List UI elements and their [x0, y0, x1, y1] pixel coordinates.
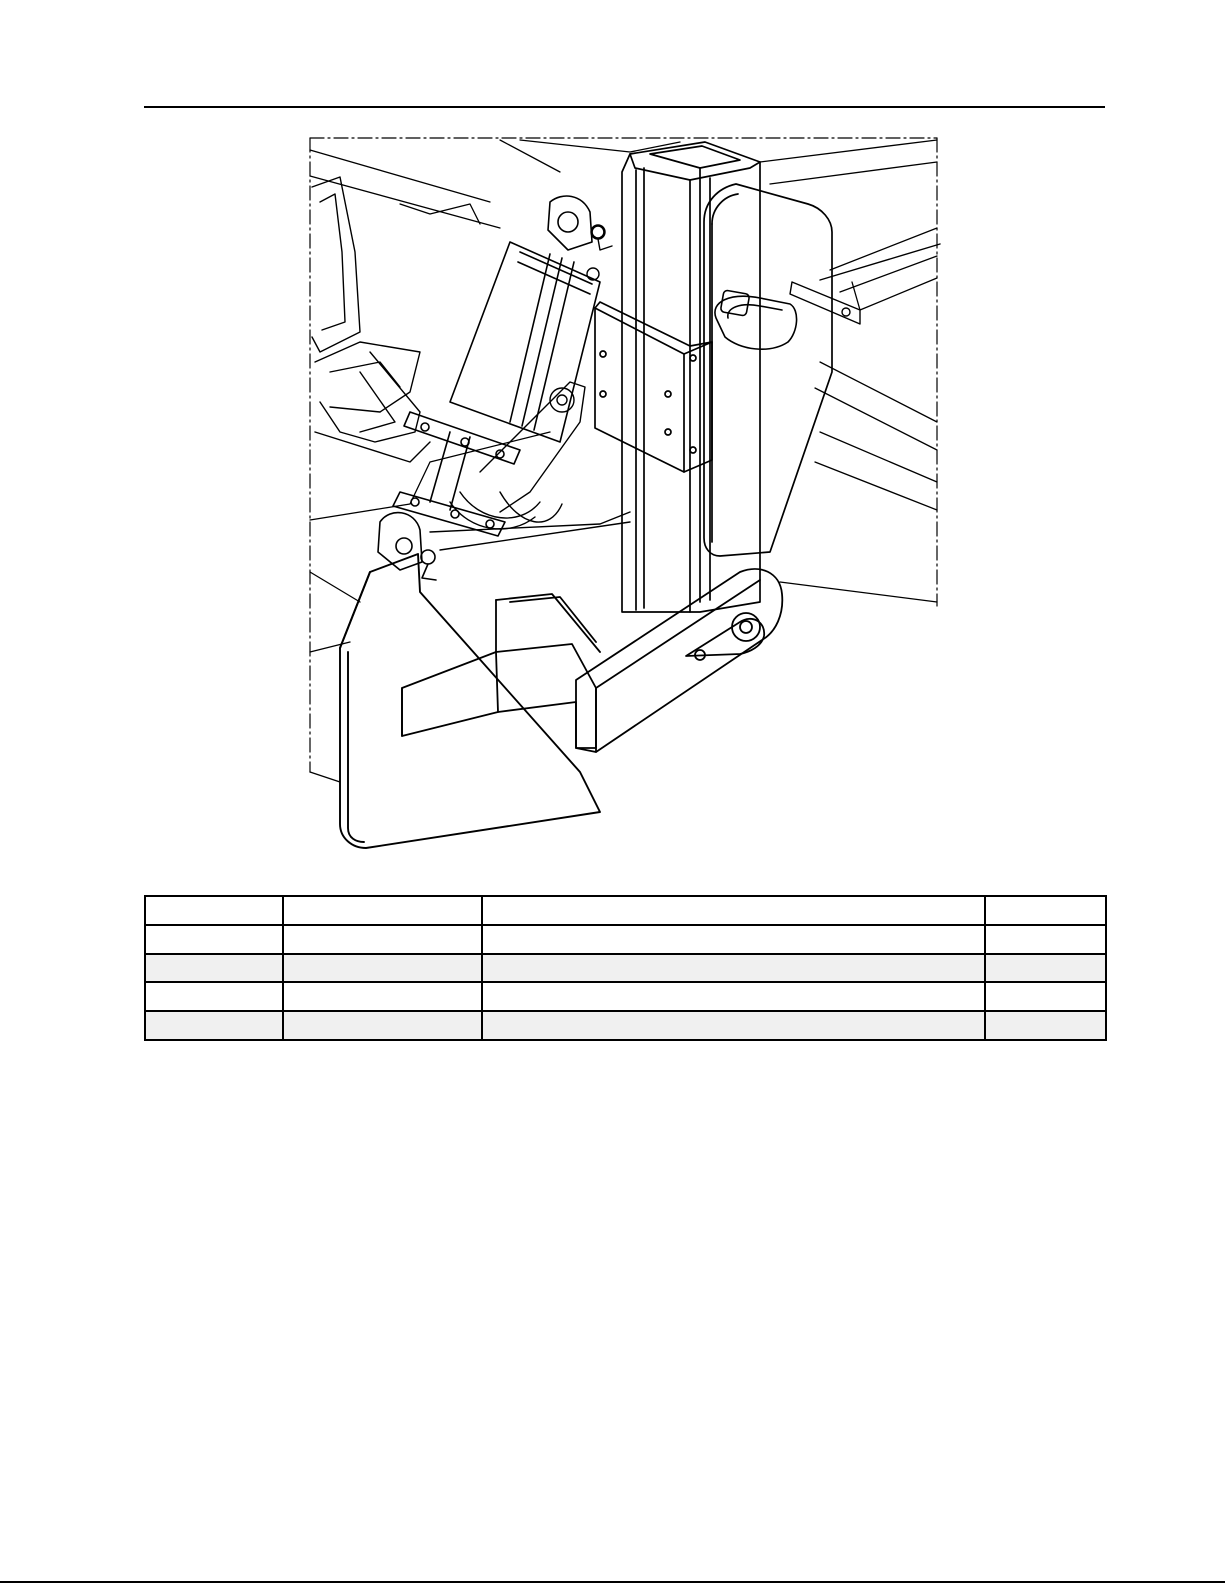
table-cell — [985, 982, 1106, 1011]
table-cell — [985, 896, 1106, 925]
table-cell — [145, 982, 283, 1011]
table-cell — [283, 1011, 482, 1040]
table-row — [145, 925, 1106, 954]
table-row — [145, 1011, 1106, 1040]
table-cell — [145, 954, 283, 983]
header-rule — [144, 106, 1105, 108]
table-row — [145, 896, 1106, 925]
assembly-illustration — [300, 132, 945, 854]
left-chute — [312, 177, 430, 462]
frame-boundary-lines — [310, 138, 937, 772]
table-cell — [283, 896, 482, 925]
table-cell — [482, 896, 985, 925]
hydraulic-cylinder — [393, 196, 604, 536]
table-cell — [283, 925, 482, 954]
table-cell — [482, 982, 985, 1011]
vertical-post — [622, 142, 760, 612]
table-cell — [145, 1011, 283, 1040]
hitch-tongue — [402, 594, 600, 748]
table-cell — [283, 954, 482, 983]
swing-arm — [576, 569, 782, 752]
table-cell — [283, 982, 482, 1011]
table-cell — [145, 896, 283, 925]
footer-rule — [0, 1581, 1225, 1583]
table-row — [145, 954, 1106, 983]
table-cell — [482, 925, 985, 954]
side-plate — [704, 184, 832, 556]
parts-list-table — [144, 895, 1107, 1041]
lower-pivot-ear — [378, 513, 436, 580]
table-cell — [145, 925, 283, 954]
table-cell — [482, 1011, 985, 1040]
table-cell — [985, 1011, 1106, 1040]
table-row — [145, 982, 1106, 1011]
mounting-plate — [595, 302, 712, 472]
upper-bolts — [587, 225, 612, 280]
table-cell — [985, 954, 1106, 983]
background-frame — [310, 140, 937, 782]
table-cell — [482, 954, 985, 983]
d-ring-tiedown-icon — [715, 290, 797, 349]
table-cell — [985, 925, 1106, 954]
